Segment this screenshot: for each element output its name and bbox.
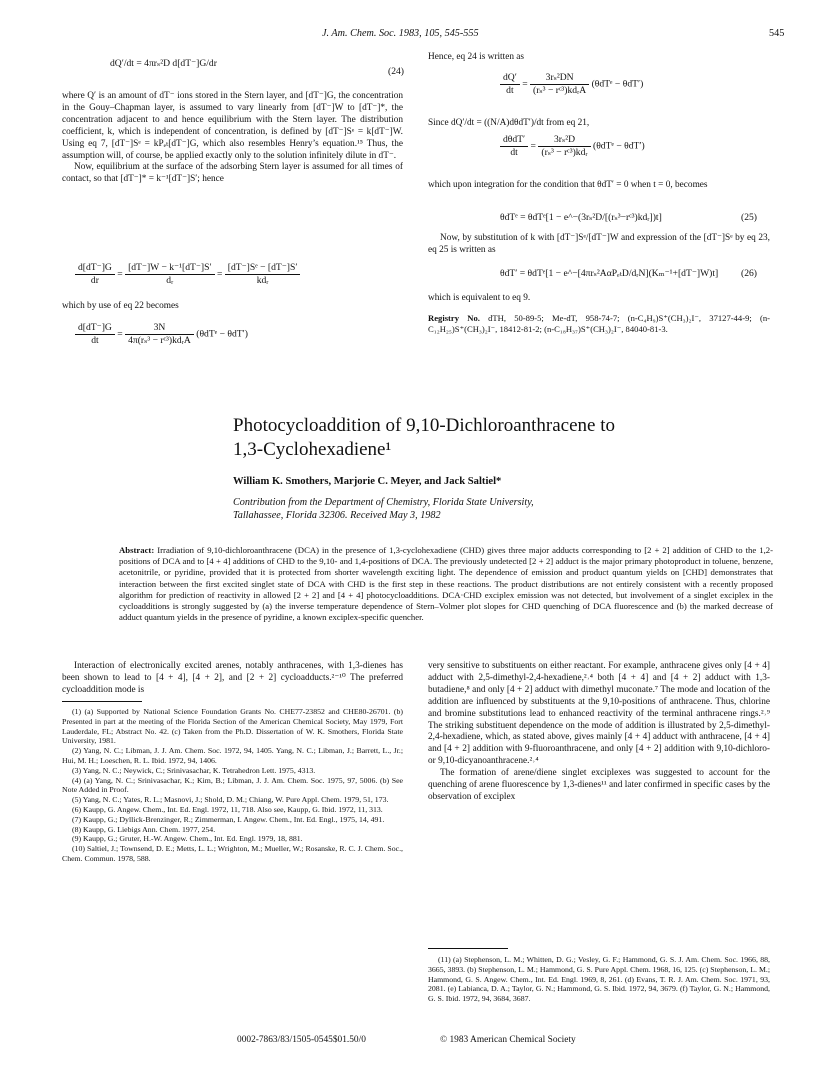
authors: William K. Smothers, Marjorie C. Meyer, and Jack Saltiel* bbox=[233, 476, 502, 487]
eq-denominator: dᵣ bbox=[166, 275, 174, 286]
article-title-line-1: Photocycloaddition of 9,10-Dichloroanthracene to bbox=[233, 415, 616, 436]
reference-item: (5) Yang, N. C.; Yates, R. L.; Masnovi, J.; Shold, D. M.; Chiang, W. Pure Appl. Chem. 1979, 51, 173. bbox=[72, 795, 389, 805]
equation-concentration: $\frac{d[dT^-]G}{dt}$ = $\frac{3N}{\text{4π(rₛ³ − rᶜ³)kdᵣA}}$ (θdTᵉ − θdT′) bbox=[75, 322, 248, 347]
equation-dQ: $\frac{dQ'}{dt}$ = $\frac{\text{3rₛ²DN}}{\text{(rₛ³ − rᶜ³)kdᵣA}}$ (θdTᵉ − θdT′) bbox=[500, 72, 643, 97]
reference-item: (9) Kaupp, G.; Gruter, H.-W. Angew. Chem., Int. Ed. Engl. 1979, 18, 881. bbox=[72, 834, 303, 844]
eq-numerator: d[dT⁻]G bbox=[75, 262, 115, 275]
references-right bbox=[428, 955, 770, 1004]
reference-item: (6) Kaupp, G. Angew. Chem., Int. Ed. Engl. 1972, 11, 718. Also see, Kaupp, G. Ibid. 1972, 11, 313. bbox=[72, 804, 383, 814]
contribution-line-1: Contribution from the Department of Chemistry, Florida State University, bbox=[233, 497, 534, 508]
eq-numerator: dθdT′ bbox=[500, 134, 528, 147]
paragraph: Now, by substitution of k with [dT⁻]Sᵉ/[dT⁻]W and expression of the [dT⁻]Sᵉ by eq 23, eq 25 is written as bbox=[428, 233, 770, 255]
paragraph: where Q′ is an amount of dT⁻ ions stored in the Stern layer, and [dT⁻]G, the concentration in the Gouy–Chapman layer, is assumed to vary linearly from [dT⁻]W to [dT⁻]*, the concentration adjacent to and hence equilibrium with the Stern layer. The distribution coefficient, k, which is independent of concentration, is defined by [dT⁻]Sᵉ = k[dT⁻]W. Using eq 7, [dT⁻]Sᵉ = kPₑₜ[dT⁻]G, which also resembles Henry’s equation.¹⁵ Thus, the assumption will, of course, be applied exactly only to the solution infinitely dilute in dT⁻. bbox=[62, 91, 403, 161]
journal-header: J. Am. Chem. Soc. 1983, 105, 545-555 bbox=[322, 28, 479, 39]
paragraph: The formation of arene/diene singlet exciplexes was suggested to account for the quenching of arene fluorescence by 1,3-dienes¹¹ and later confirmed in specific cases by the observation of exciplex bbox=[428, 768, 770, 802]
eq-tail: (θdTᵉ − θdT′) bbox=[593, 140, 645, 152]
right-top-text-5 bbox=[428, 293, 770, 305]
abstract-text: Irradiation of 9,10-dichloroanthracene (DCA) in the presence of 1,3-cyclohexadiene (CHD) gives three major adducts corresponding to [2 + 2] addition of CHD to the 1,2-positions of DCA and to [4 + 4] additions of CHD to the 9,10- and 1,4-positions of DCA. The previously undetected [2 + 2] adduct is the major primary photoproduct in toluene, benzene, acetonitrile, or pyridine, provided that it is protected from shorter wavelength exciting light. The dependence of emission and product quantum yields on [CHD] demonstrates that interaction between the first excited singlet state of DCA with CHD is the first step in these reactions. The product distributions are not entirely consistent with a recently proposed algorithm for prediction of reactivity in allowed [2 + 2] and [4 + 4] photocycloadditions. DCA·CHD exciplex emission was not detected, but involvement of a singlet exciplex in the cycloadditions is strongly suggested by (a) the inverse temperature dependence of Stern–Volmer plot slopes for CHD quenching of DCA fluorescence and (b) the marked decrease of adduct quantum yields in the presence of pyridine, a known exciplex-specific quencher. bbox=[119, 545, 773, 623]
paragraph: very sensitive to substituents on either reactant. For example, anthracene gives only [4 + 4] adduct with 2,5-dimethyl-2,4-hexadiene,²˒⁴ both [4 + 4] and [4 + 2] adduct with 1,3-butadiene,⁸ and only [4 + 2] adduct with dimethyl muconate.⁷ The mode and location of the addition are influenced by substituents at the 9,10-positions of anthracene. Thus, chlorine and bromine substitutions lead to enhanced reactivity of the terminal anthracene rings.²˒⁹ The striking substituent dependence on the mode of addition is illustrated by 2,5-dimethyl-2,4-hexadiene, which, as stated above, gives mainly [4 + 4] adduct with anthracene, [4 + 4] and [4 + 2] addition with 9-fluoroanthracene, and only [4 + 2] addition with 9,10-dichloro- or 9,10-dicyanoanthracene.²˒⁴ bbox=[428, 661, 770, 767]
eq-numerator: [dT⁻]Sᵉ − [dT⁻]S′ bbox=[225, 262, 301, 275]
paragraph: Hence, eq 24 is written as bbox=[428, 52, 525, 62]
article-title-line-2: 1,3-Cyclohexadiene¹ bbox=[233, 439, 392, 460]
equation-25-number: (25) bbox=[741, 212, 757, 223]
reference-item: (8) Kaupp, G. Liebigs Ann. Chem. 1977, 254. bbox=[72, 824, 216, 834]
eq-denominator: kdᵣ bbox=[256, 275, 269, 286]
registry-label: Registry No. bbox=[428, 313, 480, 323]
reference-item: (7) Kaupp, G.; Dyllick-Brenzinger, R.; Zimmerman, I. Angew. Chem., Int. Ed. Engl., 1975, 14, 491. bbox=[72, 814, 385, 824]
equation-25: θdTᵉ = θdTᵉ[1 − e^−(3rₛ²D/[(rₛ³−rᶜ³)kdᵣ])t] bbox=[500, 212, 662, 223]
right-top-text-3 bbox=[428, 180, 770, 192]
equation-24 bbox=[110, 58, 217, 70]
paragraph: which upon integration for the condition that θdT′ = 0 when t = 0, becomes bbox=[428, 180, 708, 190]
equation-26-number: (26) bbox=[741, 268, 757, 279]
reference-item: (11) (a) Stephenson, L. M.; Whitten, D. G.; Vesley, G. F.; Hammond, G. S. J. Am. Chem. Soc. 1966, 88, 3665, 3893. (b) Stephenson, L. M.; Hammond, G. S. Pure Appl. Chem. 1968, 16, 125. (c) Stephenson, L. M.; Hammond, G. S. Angew. Chem., Int. Ed. Engl. 1969, 8, 261. (d) Evans, T. R. J. Am. Chem. Soc. 1971, 93, 2081. (e) Labianca, D. A.; Taylor, G. N.; Hammond, G. S. Ibid. 1972, 94, 3679. (f) Taylor, G. N.; Hammond, G. S. Ibid. 1972, 94, 3684, 3687. bbox=[428, 955, 770, 1004]
paragraph: which by use of eq 22 becomes bbox=[62, 301, 179, 311]
footer-copyright: © 1983 American Chemical Society bbox=[440, 1035, 576, 1045]
eq-numerator: 3rₛ²DN bbox=[530, 72, 589, 85]
registry-numbers bbox=[428, 313, 770, 335]
eq-denominator: dt bbox=[510, 147, 518, 158]
page-number: 545 bbox=[769, 28, 785, 39]
eq-numerator: 3rₛ²D bbox=[538, 134, 590, 147]
eq-numerator: [dT⁻]W − k⁻¹[dT⁻]S′ bbox=[125, 262, 214, 275]
equation-26: θdT′ = θdTᵉ[1 − e^−[4πrₛ²AαPₑₜD/dᵣN](Kₘ⁻¹+[dT⁻]W)t] bbox=[500, 268, 719, 279]
reference-item: (10) Saltiel, J.; Townsend, D. E.; Metts, L. L.; Wrighton, M.; Mueller, W.; Rosanske, R. C. J. Chem. Soc., Chem. Commun. 1978, 588. bbox=[62, 844, 403, 863]
reference-item: (1) (a) Supported by National Science Foundation Grants No. CHE77-23852 and CHE80-26701. (b) Presented in part at the meeting of the Florida Section of the American Chemical Society, May 1979, Fort Lauderdale, FL; Abstract No. 42. (c) Taken from the Ph.D. Dissertation of W. K. Smothers, Florida State University, 1981. bbox=[62, 707, 403, 746]
eq-numerator: 3N bbox=[125, 322, 194, 335]
eq-tail: (θdTᵉ − θdT′) bbox=[591, 78, 644, 90]
right-top-text bbox=[428, 52, 770, 64]
abstract bbox=[119, 545, 773, 623]
references-left bbox=[62, 707, 403, 864]
eq-denominator: 4π(rₛ³ − rᶜ³)kdᵣA bbox=[128, 335, 191, 346]
abstract-label: Abstract: bbox=[119, 545, 155, 555]
paragraph: Interaction of electronically excited arenes, notably anthracenes, with 1,3-dienes has been shown to lead to [4 + 4], [4 + 2], and [2 + 2] cycloadducts.²⁻¹⁰ The preferred cycloaddition mode is bbox=[62, 661, 403, 695]
left-top-text-2 bbox=[62, 301, 403, 313]
eq-denominator: dt bbox=[91, 335, 99, 346]
right-top-text-2 bbox=[428, 118, 770, 130]
footer-code: 0002-7863/83/1505-0545$01.50/0 bbox=[237, 1035, 366, 1045]
eq-tail: (θdTᵉ − θdT′) bbox=[196, 328, 248, 340]
reference-item: (2) Yang, N. C.; Libman, J. J. Am. Chem. Soc. 1972, 94, 1405. Yang, N. C.; Libman, J.; Barrett, L., Jr.; Hui, M. H.; Loeschen, R. L. Ibid. 1972, 94, 1406. bbox=[62, 746, 403, 765]
body-right-text bbox=[428, 661, 770, 804]
equation-24-number: (24) bbox=[388, 66, 404, 77]
equation-gradient: $\frac{d[dT^-]G}{dr}$ = $\frac{\text{[dT⁻]W − k⁻¹[dT⁻]S′}}{\text{dᵣ}}$ = $\frac{\text{[dT⁻]Sᵉ − [dT⁻]S′}}{\text{kdᵣ}}$ bbox=[75, 262, 300, 287]
contribution-line-2: Tallahassee, Florida 32306. Received May 3, 1982 bbox=[233, 510, 441, 521]
eq-denominator: (rₛ³ − rᶜ³)kdᵣA bbox=[533, 85, 587, 96]
reference-item: (3) Yang, N. C.; Neywick, C.; Srinivasachar, K. Tetrahedron Lett. 1975, 4313. bbox=[72, 765, 316, 775]
eq-numerator: dQ′ bbox=[500, 72, 520, 85]
equation-dtheta: $\frac{\text{dθdT′}}{dt}$ = $\frac{\text{3rₛ²D}}{\text{(rₛ³ − rᶜ³)kdᵣ}}$ (θdTᵉ − θdT′) bbox=[500, 134, 645, 159]
eq-denominator: dr bbox=[90, 275, 99, 286]
registry-text: dTH, 50-89-5; Me-dT, 958-74-7; (n-C₄H₉)S⁺(CH₃)₂I⁻, 37127-44-9; (n-C₁₂H₂₅)S⁺(CH₃)₂I⁻, 18412-81-2; (n-C₁₈H₃₇)S⁺(CH₃)₂I⁻, 84040-81-3. bbox=[428, 313, 770, 334]
footnote-rule bbox=[62, 701, 142, 702]
left-top-text bbox=[62, 91, 403, 186]
equation-24-text: dQ′/dt = 4πrₛ²D d[dT⁻]G/dr bbox=[110, 58, 217, 69]
paragraph: Since dQ′/dt = ((N/A)dθdT′)/dt from eq 21, bbox=[428, 118, 590, 128]
eq-denominator: dt bbox=[506, 85, 514, 96]
paragraph: Now, equilibrium at the surface of the adsorbing Stern layer is assumed for all times of contact, so that [dT⁻]* = k⁻¹[dT⁻]S′; hence bbox=[62, 162, 403, 185]
eq-numerator: d[dT⁻]G bbox=[75, 322, 115, 335]
right-top-text-4 bbox=[428, 233, 770, 257]
paragraph: which is equivalent to eq 9. bbox=[428, 293, 531, 303]
eq-denominator: (rₛ³ − rᶜ³)kdᵣ bbox=[541, 147, 588, 158]
reference-item: (4) (a) Yang, N. C.; Srinivasachar, K.; Kim, B.; Libman, J. J. Am. Chem. Soc. 1975, 97, 5006. (b) See Note Added in Proof. bbox=[62, 775, 403, 795]
body-left-text bbox=[62, 661, 403, 697]
footnote-rule bbox=[428, 948, 508, 949]
